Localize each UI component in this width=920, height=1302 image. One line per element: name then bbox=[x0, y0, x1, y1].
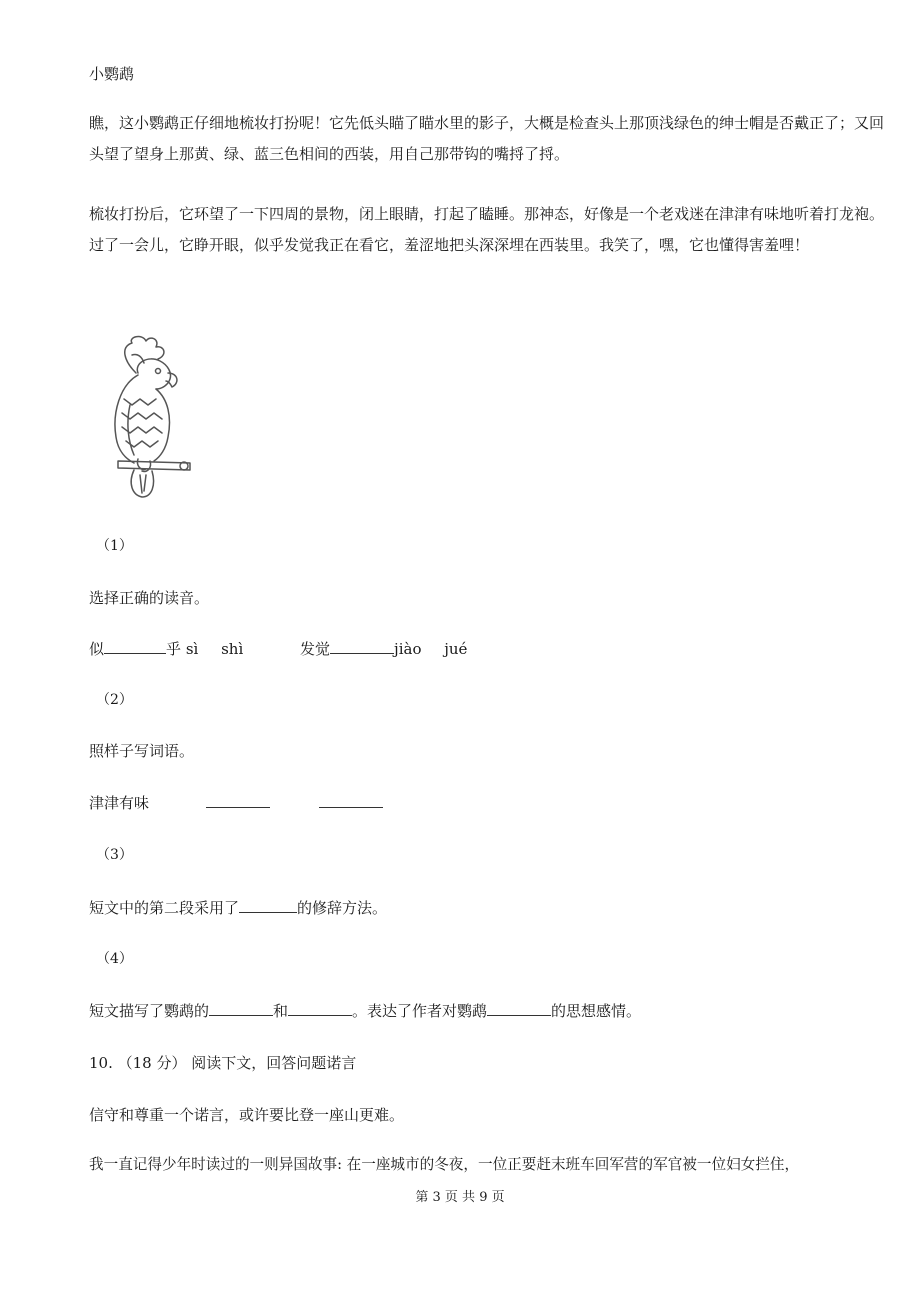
paragraph-1-text: 瞧，这小鹦鹉正仔细地梳妆打扮呢！它先低头瞄了瞄水里的影子，大概是检查头上那顶浅绿色的绅士帽是否戴正了；又回头望了望身上那黄、绿、蓝三色相间的西装，用自己那带钩的嘴捋了捋。 bbox=[89, 114, 885, 163]
question-3-text bbox=[89, 898, 387, 918]
word-2: 发觉 bbox=[300, 640, 331, 658]
question-10-line-2: 我一直记得少年时读过的一则异国故事: 在一座城市的冬夜，一位正要赶末班车回军营的军官被一位妇女拦住， bbox=[89, 1156, 800, 1173]
question-3-number: （3） bbox=[96, 847, 133, 863]
passage-paragraph-1 bbox=[89, 108, 889, 170]
question-3-text-a: 短文中的第二段采用了 bbox=[89, 899, 240, 917]
example-word: 津津有味 bbox=[89, 794, 150, 812]
pinyin-option-jiao: jiào bbox=[394, 640, 422, 658]
pinyin-option-si: sì bbox=[185, 640, 199, 658]
answer-blank-6[interactable] bbox=[209, 1001, 273, 1016]
question-1-prompt: 选择正确的读音。 bbox=[89, 589, 210, 607]
question-1-items bbox=[89, 639, 467, 659]
question-4-text bbox=[89, 1001, 641, 1021]
answer-blank-5[interactable] bbox=[239, 898, 297, 913]
question-2-number: （2） bbox=[96, 692, 133, 708]
paragraph-2-text: 梳妆打扮后，它环望了一下四周的景物，闭上眼睛，打起了瞌睡。那神态，好像是一个老戏迷在津津有味地听着打龙袍。过了一会儿，它睁开眼，似乎发觉我正在看它，羞涩地把头深深埋在西装里。我笑了，嘿，它也懂得害羞哩！ bbox=[89, 205, 885, 254]
answer-blank-3[interactable] bbox=[206, 793, 270, 808]
page-footer: 第 3 页 共 9 页 bbox=[415, 1190, 505, 1205]
question-4-text-c: 。表达了作者对鹦鹉 bbox=[352, 1002, 488, 1020]
answer-blank-2[interactable] bbox=[330, 639, 394, 654]
answer-blank-4[interactable] bbox=[319, 793, 383, 808]
question-4-number: （4） bbox=[96, 951, 133, 967]
question-4-text-d: 的思想感情。 bbox=[551, 1002, 642, 1020]
question-4-text-b: 和 bbox=[273, 1002, 289, 1020]
question-2-prompt: 照样子写词语。 bbox=[89, 742, 195, 760]
parrot-illustration bbox=[102, 333, 197, 500]
pinyin-option-shi: shì bbox=[221, 640, 244, 658]
passage-paragraph-2 bbox=[89, 199, 889, 261]
pinyin-option-jue: jué bbox=[444, 640, 468, 658]
word-1-suffix: 乎 bbox=[166, 640, 182, 658]
answer-blank-7[interactable] bbox=[288, 1001, 352, 1016]
question-10-line-1: 信守和尊重一个诺言，或许要比登一座山更难。 bbox=[89, 1106, 405, 1124]
passage-title: 小鹦鹉 bbox=[89, 65, 135, 83]
answer-blank-1[interactable] bbox=[104, 639, 166, 654]
answer-blank-8[interactable] bbox=[487, 1001, 551, 1016]
question-2-items bbox=[89, 793, 383, 813]
word-1-prefix: 似 bbox=[89, 640, 105, 658]
question-10-header: 10. （18 分） 阅读下文，回答问题诺言 bbox=[89, 1054, 357, 1072]
question-1-number: （1） bbox=[96, 538, 133, 554]
question-3-text-b: 的修辞方法。 bbox=[297, 899, 388, 917]
question-4-text-a: 短文描写了鹦鹉的 bbox=[89, 1002, 210, 1020]
